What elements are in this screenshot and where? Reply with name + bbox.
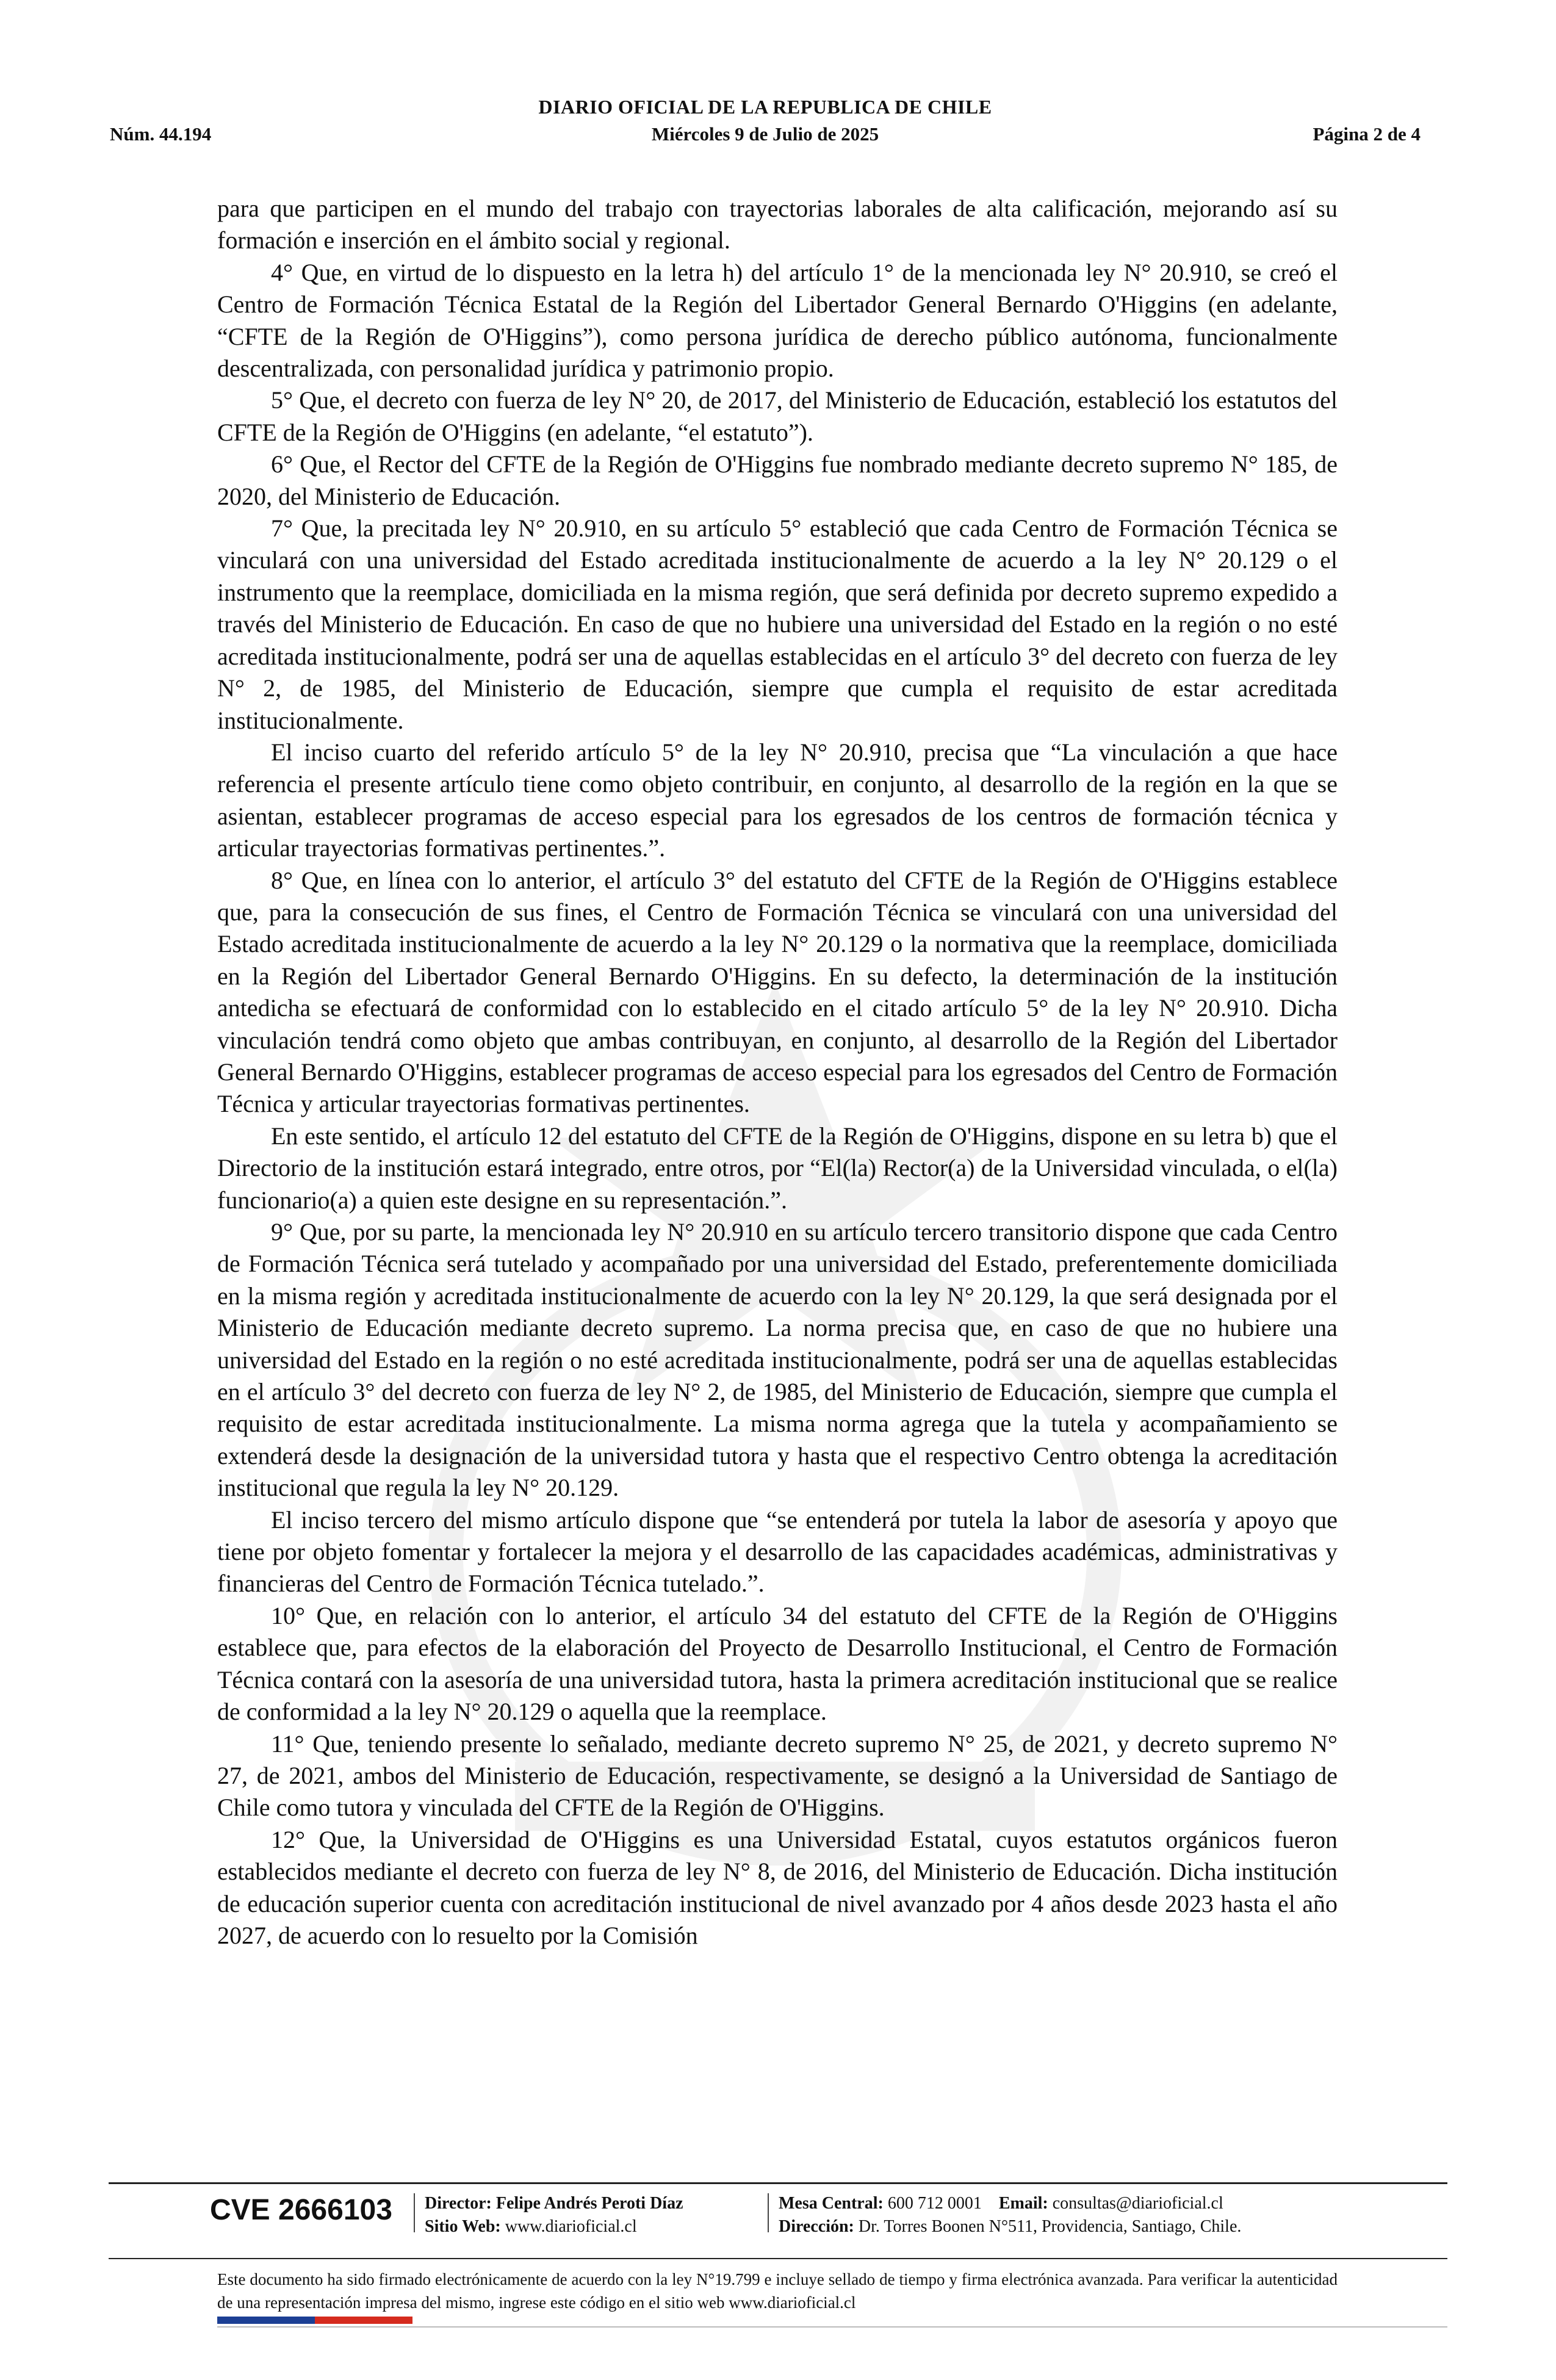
paragraph: 11° Que, teniendo presente lo señalado, mediante decreto supremo N° 25, de 2021, y decreto supremo N° 27, de 2021, ambos del Ministerio de Educación, respectivamente, se designó a la Universidad de Santiago de Chile como tutora y vinculada del CFTE de la Región de O'Higgins.: [217, 1729, 1338, 1822]
director-name: Felipe Andrés Peroti Díaz: [495, 2194, 683, 2213]
flag-stripe: [217, 2317, 412, 2324]
paragraph: 4° Que, en virtud de lo dispuesto en la letra h) del artículo 1° de la mencionada ley N° 20.910, se creó el Centro de Formación Técnica Estatal de la Región del Libertador General Bernardo O'Higgins (en adelante, “CFTE de la Región de O'Higgins”), como persona jurídica de derecho público autónoma, funcionalmente descentralizada, con personalidad jurídica y patrimonio propio.: [217, 258, 1338, 383]
director-label: Director:: [425, 2194, 492, 2213]
decree-body: [217, 193, 1338, 1952]
phone-label: Mesa Central:: [779, 2194, 884, 2213]
address-label: Dirección:: [779, 2217, 854, 2236]
paragraph: para que participen en el mundo del trabajo con trayectorias laborales de alta calificación, mejorando así su formación e inserción en el ámbito social y regional.: [217, 195, 1338, 254]
page-header: [110, 93, 1421, 154]
footer-separator: [414, 2193, 415, 2232]
paragraph: 5° Que, el decreto con fuerza de ley N° 20, de 2017, del Ministerio de Educación, estableció los estatutos del CFTE de la Región de O'Higgins (en adelante, “el estatuto”).: [217, 386, 1338, 446]
email-link[interactable]: consultas@diarioficial.cl: [1052, 2194, 1223, 2213]
footer-divider: [109, 2182, 1447, 2184]
paragraph: 10° Que, en relación con lo anterior, el artículo 34 del estatuto del CFTE de la Región de O'Higgins establece que, para efectos de la elaboración del Proyecto de Desarrollo Institucional, el Centro de Formación Técnica contará con la asesoría de una universidad tutora, hasta la primera acreditación institucional que se realice de conformidad a la ley N° 20.129 o aquella que la reemplace.: [217, 1601, 1338, 1726]
site-link[interactable]: www.diarioficial.cl: [505, 2217, 637, 2236]
site-label: Sitio Web:: [425, 2217, 501, 2236]
paragraph: 7° Que, la precitada ley N° 20.910, en su artículo 5° estableció que cada Centro de Formación Técnica se vinculará con una universidad del Estado acreditada institucionalmente de acuerdo a la ley N° 20.129 o el instrumento que la reemplace, domiciliada en la misma región, que será definida por decreto supremo expedido a través del Ministerio de Educación. En caso de que no hubiere una universidad del Estado en la región o no esté acreditada institucionalmente, podrá ser una de aquellas establecidas en el artículo 3° del decreto con fuerza de ley N° 2, de 1985, del Ministerio de Educación, siempre que cumpla el requisito de estar acreditada institucionalmente.: [217, 514, 1338, 734]
paragraph: El inciso tercero del mismo artículo dispone que “se entenderá por tutela la labor de asesoría y apoyo que tiene por objeto fomentar y fortalecer la mejora y el desarrollo de las capacidades académicas, administrativas y financieras del Centro de Formación Técnica tutelado.”.: [217, 1506, 1338, 1598]
issue-number: Núm. 44.194: [110, 123, 212, 145]
footer-director-block: [425, 2192, 683, 2238]
publication-title: DIARIO OFICIAL DE LA REPUBLICA DE CHILE: [538, 96, 992, 118]
signature-disclaimer: Este documento ha sido firmado electrónicamente de acuerdo con la ley N°19.799 e incluye sellado de tiempo y firma electrónica avanzada. Para verificar la autenticidad de una representación impresa del mismo, ingrese este código en el sitio web www.diarioficial.cl: [217, 2270, 1338, 2312]
paragraph: 6° Que, el Rector del CFTE de la Región de O'Higgins fue nombrado mediante decreto supremo N° 185, de 2020, del Ministerio de Educación.: [217, 450, 1338, 510]
paragraph: 9° Que, por su parte, la mencionada ley N° 20.910 en su artículo tercero transitorio dispone que cada Centro de Formación Técnica será tutelado y acompañado por una universidad del Estado, preferentemente domiciliada en la misma región y acreditada institucionalmente de acuerdo con la ley N° 20.129, la que será designada por el Ministerio de Educación mediante decreto supremo. La norma precisa que, en caso de que no hubiere una universidad del Estado en la región o no esté acreditada institucionalmente, podrá ser una de aquellas establecidas en el artículo 3° del decreto con fuerza de ley N° 2, de 1985, del Ministerio de Educación, siempre que cumpla el requisito de estar acreditada institucionalmente. La misma norma agrega que la tutela y acompañamiento se extenderá desde la designación de la universidad tutora y hasta que el respectivo Centro obtenga la acreditación institucional que regula la ley N° 20.129.: [217, 1218, 1338, 1502]
flag-blue-segment: [217, 2317, 315, 2324]
issue-date: Miércoles 9 de Julio de 2025: [651, 123, 879, 145]
cve-code: CVE 2666103: [210, 2194, 392, 2226]
footer-separator: [768, 2193, 769, 2232]
page-number: Página 2 de 4: [1313, 123, 1421, 145]
paragraph: 8° Que, en línea con lo anterior, el artículo 3° del estatuto del CFTE de la Región de O'Higgins establece que, para la consecución de sus fines, el Centro de Formación Técnica se vinculará con una universidad del Estado acreditada institucionalmente de acuerdo a la ley N° 20.129 o la normativa que la reemplace, domiciliada en la Región del Libertador General Bernardo O'Higgins. En su defecto, la determinación de la institución antedicha se efectuará de conformidad con lo establecido en el citado artículo 5° de la ley N° 20.910. Dicha vinculación tendrá como objeto que ambas contribuyan, en conjunto, al desarrollo de la Región del Libertador General Bernardo O'Higgins, establecer programas de acceso especial para los egresados del Centro de Formación Técnica y articular trayectorias formativas pertinentes.: [217, 866, 1338, 1118]
footer-contact-block: [779, 2192, 1241, 2238]
paragraph: 12° Que, la Universidad de O'Higgins es una Universidad Estatal, cuyos estatutos orgánicos fueron establecidos mediante el decreto con fuerza de ley N° 8, de 2016, del Ministerio de Educación. Dicha institución de educación superior cuenta con acreditación institucional de nivel avanzado por 4 años desde 2023 hasta el año 2027, de acuerdo con lo resuelto por la Comisión: [217, 1825, 1338, 1949]
phone-number: 600 712 0001: [887, 2194, 982, 2213]
paragraph: En este sentido, el artículo 12 del estatuto del CFTE de la Región de O'Higgins, dispone en su letra b) que el Directorio de la institución estará integrado, entre otros, por “El(la) Rector(a) de la Universidad vinculada, o el(la) funcionario(a) a quien este designe en su representación.”.: [217, 1122, 1338, 1214]
address-text: Dr. Torres Boonen N°511, Providencia, Santiago, Chile.: [858, 2217, 1242, 2236]
email-label: Email:: [998, 2194, 1048, 2213]
footer-divider: [109, 2258, 1447, 2259]
footer-bottom-line: [217, 2326, 1447, 2328]
flag-red-segment: [315, 2317, 412, 2324]
paragraph: El inciso cuarto del referido artículo 5° de la ley N° 20.910, precisa que “La vinculación a que hace referencia el presente artículo tiene como objeto contribuir, en conjunto, al desarrollo de la región en la que se asientan, establecer programas de acceso especial para los egresados de los centros de formación técnica y articular trayectorias formativas pertinentes.”.: [217, 738, 1338, 862]
